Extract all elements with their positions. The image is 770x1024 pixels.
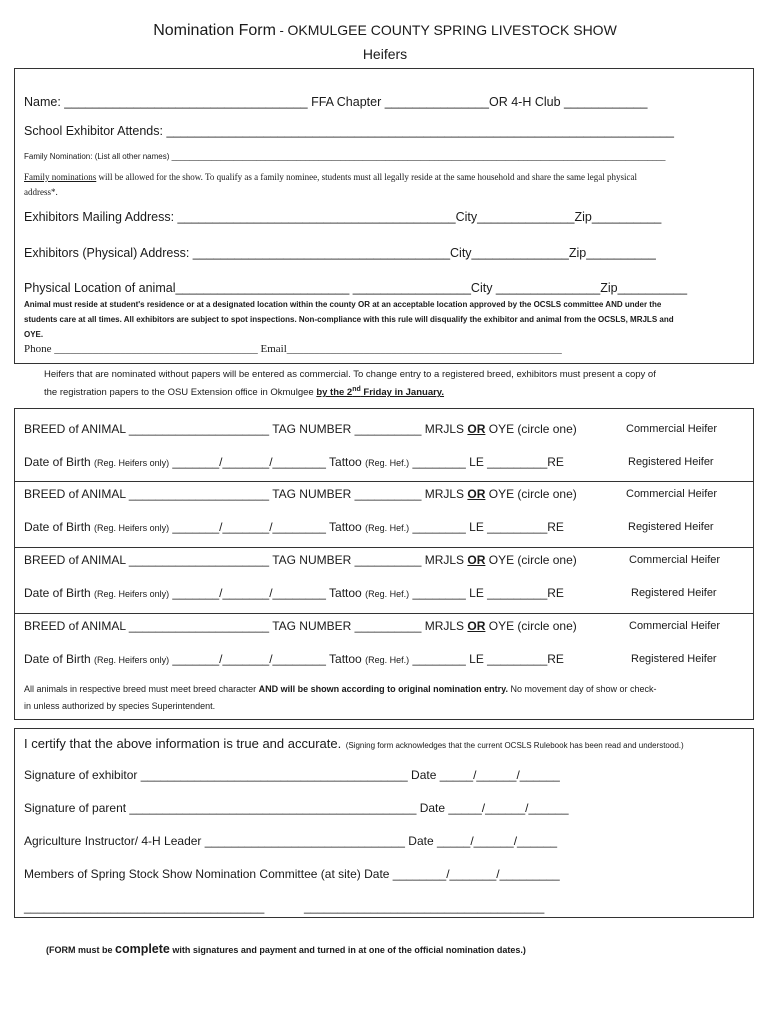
family-note-rest: will be allowed for the show. To qualify as a family nominee, students must all legally reside at the same household and share the same legal physical (96, 172, 637, 182)
or-label: OR (467, 553, 486, 567)
registered-heifer-option[interactable]: Registered Heifer (628, 456, 714, 468)
oye-label: OYE (circle one) (488, 553, 577, 567)
phone-email-field[interactable]: Phone _____________________________________ Email__________________________________________________ (24, 343, 562, 355)
row-divider (14, 481, 754, 482)
rulebook-acknowledgement: (Signing form acknowledges that the current OCSLS Rulebook has been read and understood.) (345, 741, 684, 750)
row-divider (14, 547, 754, 548)
tattoo-blanks: ________ LE _________RE (412, 520, 564, 534)
reg-only-label: (Reg. Heifers only) (94, 458, 170, 468)
dob-label: Date of Birth (24, 455, 91, 469)
breed-character-note (24, 684, 657, 694)
family-note-link: Family nominations (24, 172, 97, 182)
commercial-heifer-option[interactable]: Commercial Heifer (629, 554, 721, 566)
reg-hef-label: (Reg. Hef.) (365, 589, 410, 599)
breed-field[interactable] (24, 487, 577, 501)
breed-note-post: No movement day of show or check- (507, 684, 657, 694)
or-label: OR (467, 422, 486, 436)
breed-field[interactable] (24, 422, 577, 436)
breed-note-pre: All animals in respective breed must meet breed character (24, 684, 259, 694)
tattoo-blanks: ________ LE _________RE (412, 586, 564, 600)
animal-residence-note-1: Animal must reside at student's residence or at a designated location within the county OR at an acceptable location approved by the OCSLS committee AND under the (24, 300, 662, 309)
dob-label: Date of Birth (24, 520, 91, 534)
certification-box (14, 728, 754, 918)
reg-hef-label: (Reg. Hef.) (365, 655, 410, 665)
reg-only-label: (Reg. Heifers only) (94, 655, 170, 665)
dob-blanks: _______/_______/________ Tattoo (172, 586, 362, 600)
dob-blanks: _______/_______/________ Tattoo (172, 520, 362, 534)
animal-residence-note-2: students care at all times. All exhibitors are subject to spot inspections. Non-compliance with this rule will disqualify the exhibitor and animal from the OCSLS, MRJLS and (24, 315, 674, 324)
commercial-heifer-option[interactable]: Commercial Heifer (626, 488, 718, 500)
dob-label: Date of Birth (24, 652, 91, 666)
dob-label: Date of Birth (24, 586, 91, 600)
title-main: Nomination Form (153, 22, 276, 39)
committee-signature-2[interactable]: ____________________________________ (304, 900, 545, 914)
row-divider (14, 613, 754, 614)
title-dash: - (275, 23, 288, 38)
dob-field[interactable] (24, 652, 564, 666)
breed-label: BREED of ANIMAL _____________________ TAG NUMBER __________ MRJLS (24, 553, 465, 567)
dob-field[interactable] (24, 520, 564, 534)
deadline-by: by the 2 (316, 387, 353, 399)
commercial-note-2 (44, 386, 444, 398)
reg-only-label: (Reg. Heifers only) (94, 523, 170, 533)
committee-date-field[interactable]: Members of Spring Stock Show Nomination Committee (at site) Date ________/_______/_________ (24, 867, 560, 881)
physical-address-field[interactable]: Exhibitors (Physical) Address: _____________________________________City______________Zip__________ (24, 246, 656, 260)
title-show: OKMULGEE COUNTY SPRING LIVESTOCK SHOW (287, 22, 617, 38)
animal-residence-note-3: OYE. (24, 330, 44, 339)
or-label: OR (467, 487, 486, 501)
oye-label: OYE (circle one) (488, 422, 577, 436)
commercial-note-pre: the registration papers to the OSU Extension office in Okmulgee (44, 387, 317, 399)
school-field[interactable]: School Exhibitor Attends: _________________________________________________________________________ (24, 124, 674, 138)
family-nomination-field[interactable]: Family Nomination: (List all other names) _______________________________________________________________________________________________________________ (24, 152, 666, 161)
registered-heifer-option[interactable]: Registered Heifer (628, 521, 714, 533)
reg-only-label: (Reg. Heifers only) (94, 589, 170, 599)
parent-signature-field[interactable]: Signature of parent ___________________________________________ Date _____/______/______ (24, 801, 569, 815)
breed-note-bold: AND will be shown according to original nomination entry. (258, 684, 508, 694)
breed-field[interactable] (24, 553, 577, 567)
leader-signature-field[interactable]: Agriculture Instructor/ 4-H Leader ______________________________ Date _____/______/______ (24, 834, 558, 848)
breed-label: BREED of ANIMAL _____________________ TAG NUMBER __________ MRJLS (24, 487, 465, 501)
form-subtitle: Heifers (362, 46, 408, 62)
dob-blanks: _______/_______/________ Tattoo (172, 455, 362, 469)
oye-label: OYE (circle one) (488, 619, 577, 633)
tattoo-blanks: ________ LE _________RE (412, 455, 564, 469)
footer-post: with signatures and payment and turned in at one of the official nomination dates.) (169, 945, 526, 955)
animal-location-field[interactable]: Physical Location of animal_________________________ _________________City _______________Zip__________ (24, 281, 688, 295)
committee-signature-1[interactable]: ____________________________________ (24, 900, 265, 914)
commercial-note-1: Heifers that are nominated without papers will be entered as commercial. To change entry to a registered breed, exhibitors must present a copy of (44, 369, 656, 380)
tattoo-blanks: ________ LE _________RE (412, 652, 564, 666)
footer-complete: complete (115, 942, 170, 956)
form-title (0, 22, 770, 40)
breed-character-note-2: in unless authorized by species Superintendent. (24, 701, 216, 711)
exhibitor-signature-field[interactable]: Signature of exhibitor ________________________________________ Date _____/______/______ (24, 768, 560, 782)
registered-heifer-option[interactable]: Registered Heifer (631, 587, 717, 599)
dob-field[interactable] (24, 586, 564, 600)
deadline-rest: Friday in January. (360, 387, 445, 399)
dob-blanks: _______/_______/________ Tattoo (172, 652, 362, 666)
footer-pre: (FORM must be (46, 945, 115, 955)
breed-field[interactable] (24, 619, 577, 633)
breed-label: BREED of ANIMAL _____________________ TAG NUMBER __________ MRJLS (24, 619, 465, 633)
family-note (24, 172, 637, 182)
commercial-heifer-option[interactable]: Commercial Heifer (626, 423, 718, 435)
footer-note (46, 942, 526, 956)
oye-label: OYE (circle one) (488, 487, 577, 501)
certify-statement (24, 735, 684, 753)
commercial-note-deadline (316, 387, 444, 398)
breed-label: BREED of ANIMAL _____________________ TAG NUMBER __________ MRJLS (24, 422, 465, 436)
reg-hef-label: (Reg. Hef.) (365, 458, 410, 468)
reg-hef-label: (Reg. Hef.) (365, 523, 410, 533)
certify-text: I certify that the above information is true and accurate. (24, 736, 342, 751)
dob-field[interactable] (24, 455, 564, 469)
family-note-end: address*. (24, 187, 58, 197)
name-field[interactable]: Name: ___________________________________ FFA Chapter _______________OR 4-H Club ____________ (24, 95, 648, 109)
mailing-address-field[interactable]: Exhibitors Mailing Address: ________________________________________City______________Zip__________ (24, 210, 662, 224)
registered-heifer-option[interactable]: Registered Heifer (631, 653, 717, 665)
commercial-heifer-option[interactable]: Commercial Heifer (629, 620, 721, 632)
deadline-sup: nd (352, 386, 361, 393)
or-label: OR (467, 619, 486, 633)
